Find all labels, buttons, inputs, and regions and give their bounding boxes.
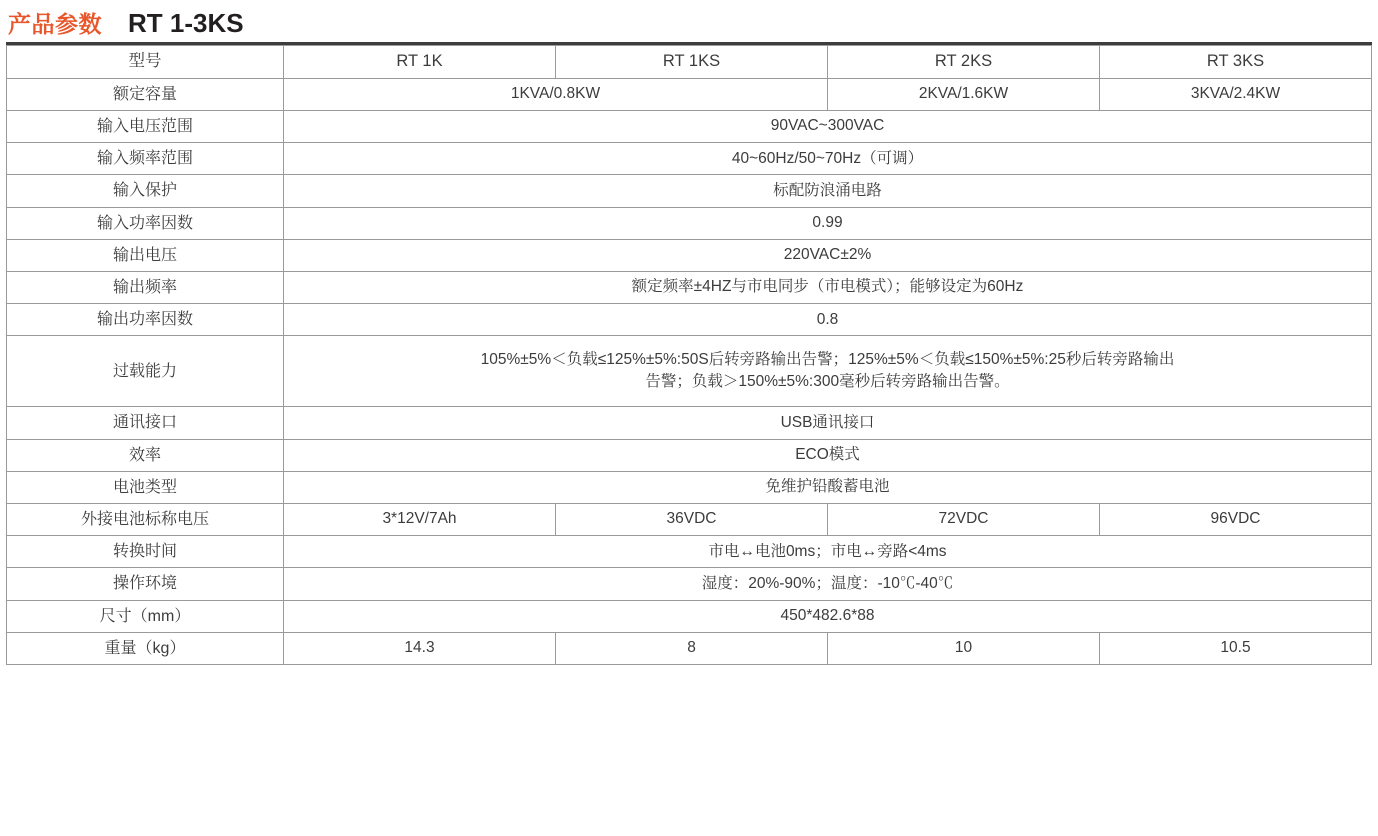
row-label: 输出电压 xyxy=(7,239,284,271)
row-label: 额定容量 xyxy=(7,78,284,110)
table-cell: 10.5 xyxy=(1100,632,1372,664)
table-row xyxy=(7,471,1372,503)
table-cell: 免维护铅酸蓄电池 xyxy=(284,471,1372,503)
table-cell: 市电↔电池0ms；市电↔旁路<4ms xyxy=(284,536,1372,568)
cell-text: 105%±5%＜负载≤125%±5%:50S后转旁路输出告警；125%±5%＜负载≤150%±5%:25秒后转旁路输出 告警；负载＞150%±5%:300毫秒后转旁路输出告警。 xyxy=(480,350,1175,391)
row-label: 过载能力 xyxy=(7,336,284,407)
row-label: 外接电池标称电压 xyxy=(7,503,284,535)
table-row xyxy=(7,336,1372,407)
table-cell: 220VAC±2% xyxy=(284,239,1372,271)
table-row xyxy=(7,175,1372,207)
page-header xyxy=(6,0,1372,40)
table-cell: 96VDC xyxy=(1100,503,1372,535)
table-row xyxy=(7,600,1372,632)
row-label: 尺寸（mm） xyxy=(7,600,284,632)
table-cell: 0.8 xyxy=(284,304,1372,336)
table-cell: 标配防浪涌电路 xyxy=(284,175,1372,207)
table-row xyxy=(7,568,1372,600)
column-header-3: RT 2KS xyxy=(828,46,1100,79)
table-cell: 450*482.6*88 xyxy=(284,600,1372,632)
specification-table xyxy=(6,45,1372,665)
column-header-2: RT 1KS xyxy=(556,46,828,79)
table-row xyxy=(7,272,1372,304)
row-label: 输出频率 xyxy=(7,272,284,304)
column-header-4: RT 3KS xyxy=(1100,46,1372,79)
table-row xyxy=(7,78,1372,110)
table-row xyxy=(7,632,1372,664)
row-label: 输入功率因数 xyxy=(7,207,284,239)
table-cell: 3*12V/7Ah xyxy=(284,503,556,535)
table-cell: 0.99 xyxy=(284,207,1372,239)
row-label: 操作环境 xyxy=(7,568,284,600)
table-cell: USB通讯接口 xyxy=(284,407,1372,439)
table-cell: 90VAC~300VAC xyxy=(284,111,1372,143)
table-cell xyxy=(284,336,1372,407)
table-row xyxy=(7,111,1372,143)
row-label: 输出功率因数 xyxy=(7,304,284,336)
column-header-model-label: 型号 xyxy=(7,46,284,79)
row-label: 重量（kg） xyxy=(7,632,284,664)
table-row xyxy=(7,536,1372,568)
row-label: 输入频率范围 xyxy=(7,143,284,175)
table-cell: 1KVA/0.8KW xyxy=(284,78,828,110)
product-model: RT 1-3KS xyxy=(128,8,244,38)
table-cell: 湿度：20%-90%；温度：-10℃-40℃ xyxy=(284,568,1372,600)
page-title: 产品参数 xyxy=(8,11,102,37)
row-label: 效率 xyxy=(7,439,284,471)
row-label: 转换时间 xyxy=(7,536,284,568)
table-cell: 3KVA/2.4KW xyxy=(1100,78,1372,110)
table-cell: 8 xyxy=(556,632,828,664)
specification-table-body xyxy=(7,46,1372,665)
table-header-row xyxy=(7,46,1372,79)
table-cell: 40~60Hz/50~70Hz（可调） xyxy=(284,143,1372,175)
table-cell: 2KVA/1.6KW xyxy=(828,78,1100,110)
table-row xyxy=(7,304,1372,336)
table-cell: 10 xyxy=(828,632,1100,664)
row-label: 电池类型 xyxy=(7,471,284,503)
table-cell: 14.3 xyxy=(284,632,556,664)
table-cell: 36VDC xyxy=(556,503,828,535)
table-row xyxy=(7,407,1372,439)
row-label: 输入保护 xyxy=(7,175,284,207)
table-row xyxy=(7,207,1372,239)
row-label: 通讯接口 xyxy=(7,407,284,439)
column-header-1: RT 1K xyxy=(284,46,556,79)
table-cell: 72VDC xyxy=(828,503,1100,535)
table-row xyxy=(7,239,1372,271)
table-cell: ECO模式 xyxy=(284,439,1372,471)
table-cell: 额定频率±4HZ与市电同步（市电模式）；能够设定为60Hz xyxy=(284,272,1372,304)
table-row xyxy=(7,439,1372,471)
row-label: 输入电压范围 xyxy=(7,111,284,143)
table-row xyxy=(7,503,1372,535)
table-row xyxy=(7,143,1372,175)
